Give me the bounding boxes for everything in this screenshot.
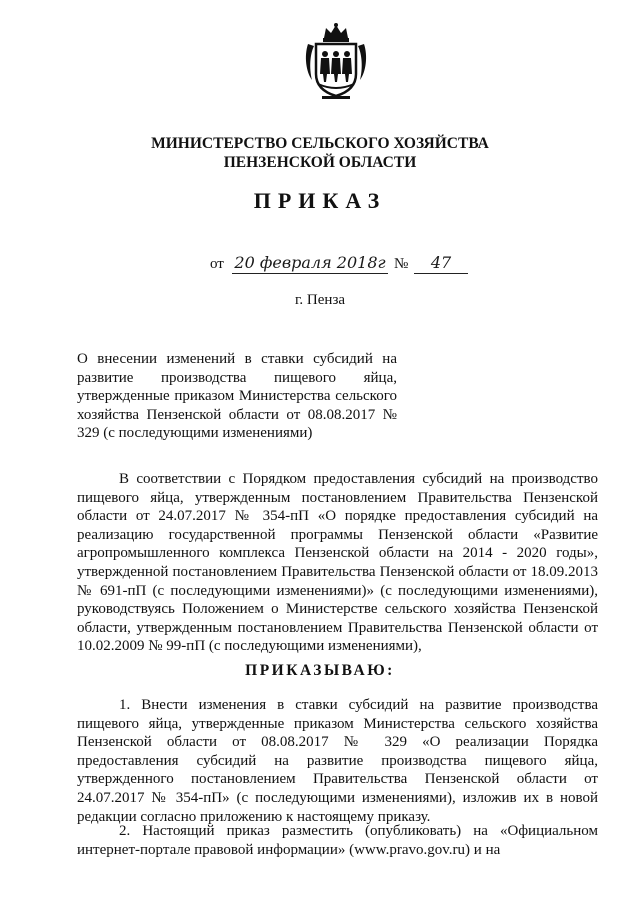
order-item-2: 2. Настоящий приказ разместить (опубликовать) на «Официальном интернет-портале правовой информации» (www.pravo.gov.ru) и на [77, 823, 598, 858]
city-name: г. Пенза [294, 292, 346, 308]
penza-coat-of-arms-icon [302, 22, 370, 100]
order-heading: ПРИКАЗЫВАЮ: [245, 662, 395, 679]
ministry-name-line1: МИНИСТЕРСТВО СЕЛЬСКОГО ХОЗЯЙСТВА [151, 135, 489, 152]
order-subject: О внесении изменений в ставки субсидий на развитие производства пищевого яйца, утвержденные приказом Министерства сельского хозяйства Пензенской области от 08.08.2017 № 329 (с последующими изменениями) [77, 351, 397, 441]
preamble-paragraph: В соответствии с Порядком предоставления субсидий на производство пищевого яйца, утвержденным постановлением Правительства Пензенской области от 24.07.2017 № 354-пП «О порядке предоставления субсидий на реализацию государственной программы Пензенской области «Развитие агропромышленного комплекса Пензенской области на 2014 - 2020 годы», утвержденной постановлением Правительства Пензенской области от 18.09.2013 № 691-пП (с последующими изменениями)» (с последующими изменениями), руководствуясь Положением о Министерстве сельского хозяйства Пензенской области, утвержденным постановлением Правительства Пензенской области от 10.02.2009 № 99-пП (с последующими изменениями), [77, 471, 598, 655]
date-number-row [210, 252, 470, 278]
document-type-title: ПРИКАЗ [253, 188, 387, 213]
ministry-name-line2: ПЕНЗЕНСКОЙ ОБЛАСТИ [223, 154, 417, 171]
number-prefix: № [394, 256, 409, 272]
date-prefix: от [210, 256, 224, 272]
handwritten-date: 20 февраля 2018г [232, 252, 388, 274]
handwritten-number: 47 [414, 252, 468, 274]
order-item-1: 1. Внести изменения в ставки субсидий на развитие производства пищевого яйца, утвержденные приказом Министерства сельского хозяйства Пензенской области от 08.08.2017 № 329 «О реализации Порядка предоставления субсидий на развитие производства пищевого яйца, утвержденного постановлением Правительства Пензенской области от 24.07.2017 № 354-пП» (с последующими изменениями), изложив их в новой редакции согласно приложению к настоящему приказу. [77, 697, 598, 825]
